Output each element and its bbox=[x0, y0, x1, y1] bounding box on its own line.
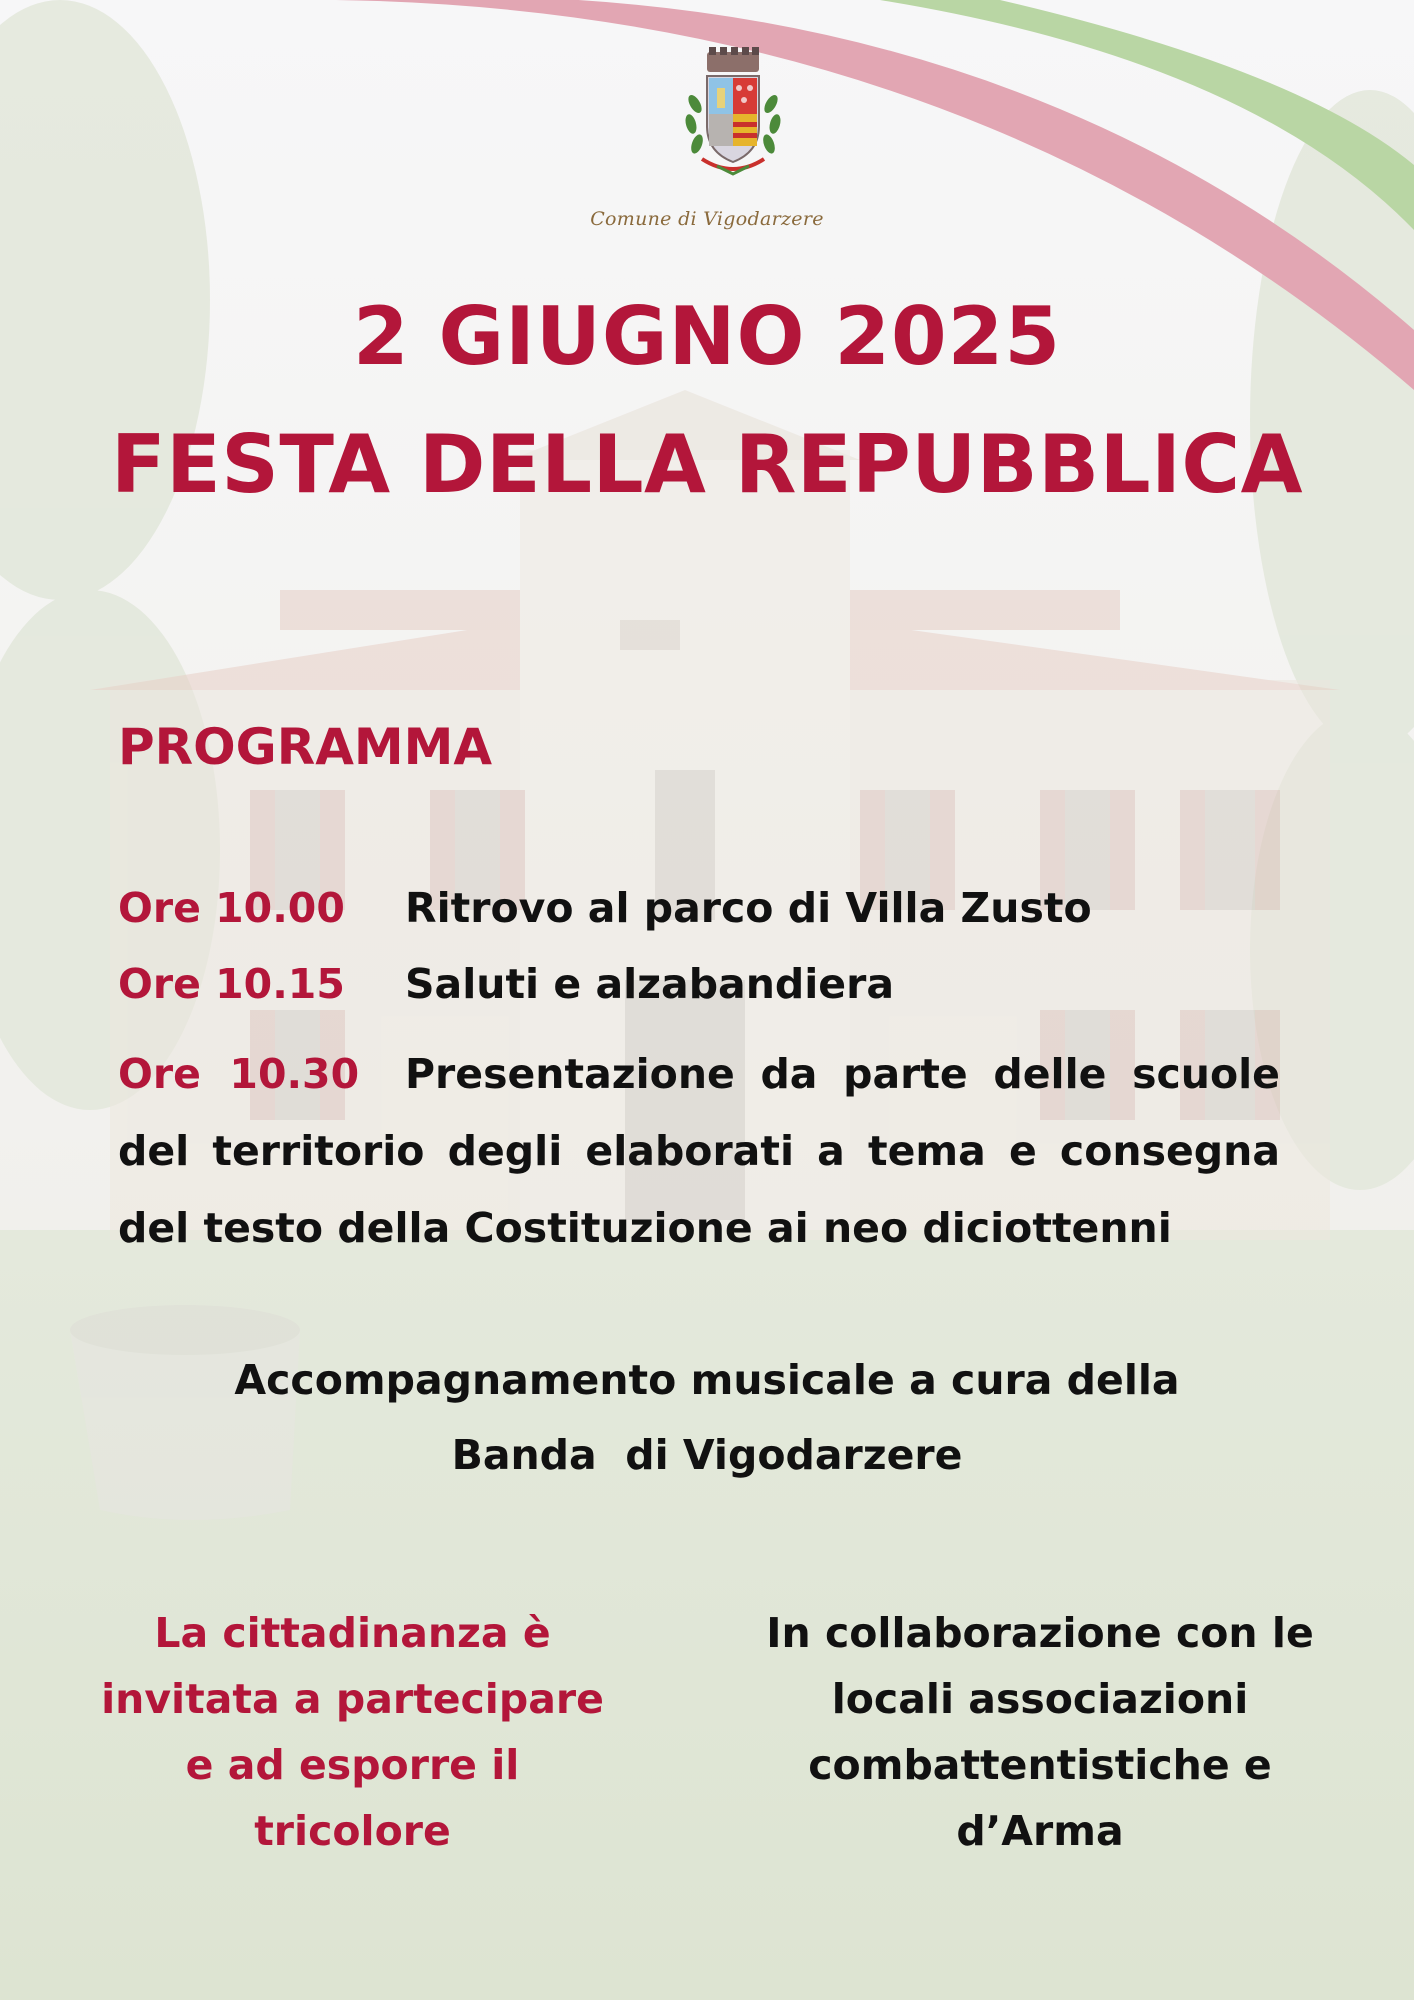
program-item-text: Presentazione da parte delle scuole del territorio degli elaborati a tema e consegna del testo della Costituzione ai neo diciottenni bbox=[118, 1050, 1280, 1252]
invitation-line: invitata a partecipare bbox=[101, 1675, 604, 1723]
collaboration-line: locali associazioni bbox=[831, 1675, 1249, 1723]
music-note bbox=[0, 1343, 1414, 1493]
music-note-line: Banda di Vigodarzere bbox=[451, 1431, 963, 1479]
event-name-title: FESTA DELLA REPUBBLICA bbox=[111, 418, 1303, 511]
program-item-time: Ore 10.30 bbox=[118, 1050, 360, 1098]
invitation-line: tricolore bbox=[254, 1807, 451, 1855]
program-item-time: Ore 10.15 bbox=[118, 960, 345, 1008]
program-item bbox=[118, 884, 1092, 932]
collaboration-line: In collaborazione con le bbox=[766, 1609, 1314, 1657]
program-heading: PROGRAMMA bbox=[118, 718, 493, 776]
program-item bbox=[118, 960, 894, 1008]
collaboration-line: d’Arma bbox=[956, 1807, 1124, 1855]
invitation-text bbox=[70, 1600, 635, 1864]
music-note-line: Accompagnamento musicale a cura della bbox=[234, 1356, 1180, 1404]
program-item-text: Saluti e alzabandiera bbox=[405, 960, 894, 1008]
program-item-text: Ritrovo al parco di Villa Zusto bbox=[405, 884, 1092, 932]
town-name: Comune di Vigodarzere bbox=[590, 208, 824, 230]
collaboration-text bbox=[740, 1600, 1340, 1864]
program-item-time: Ore 10.00 bbox=[118, 884, 345, 932]
collaboration-line: combattentistiche e bbox=[808, 1741, 1272, 1789]
municipal-coat-of-arms-icon bbox=[657, 44, 807, 194]
event-date-title: 2 GIUGNO 2025 bbox=[352, 290, 1062, 383]
program-item bbox=[118, 1036, 1280, 1267]
invitation-line: e ad esporre il bbox=[185, 1741, 520, 1789]
invitation-line: La cittadinanza è bbox=[154, 1609, 551, 1657]
